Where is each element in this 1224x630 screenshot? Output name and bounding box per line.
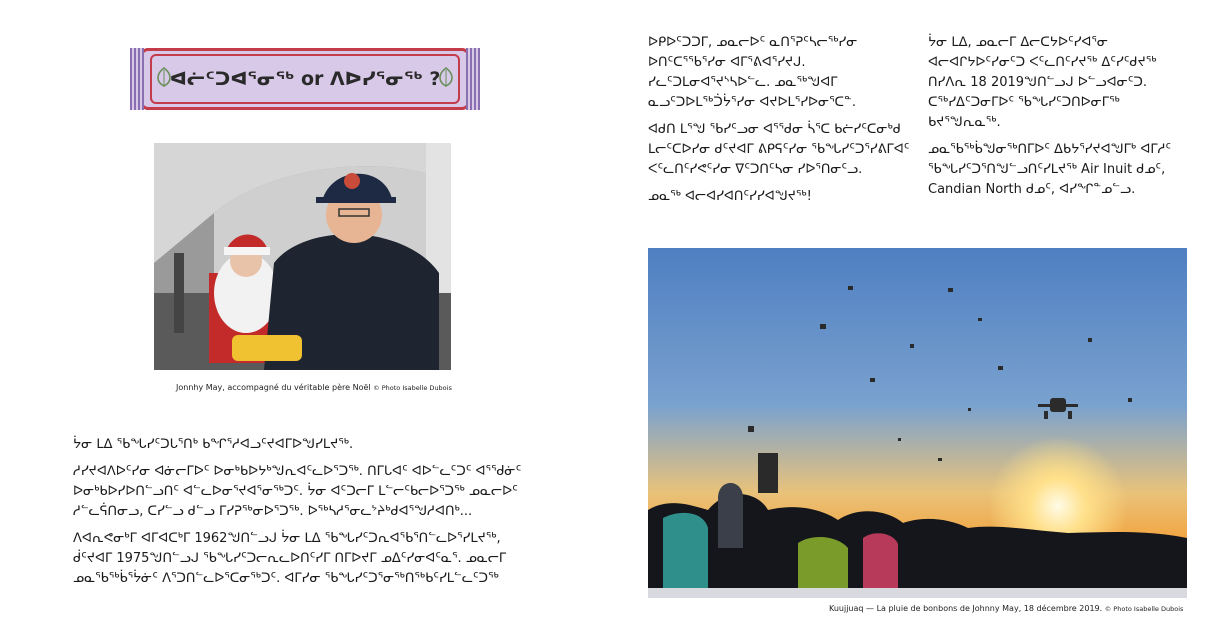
left-paragraph-3: ᐱᐊᕆᕙᓂᒃᒥ ᐊᒥᐊᑕᒃᒥ 1962ᖑᑎᓪᓗᒍ ᔮᓂ ᒪᐃ ᖃᖓᓯᑦᑐᕆᐊᖃᕐᑎᓪᓚᐅᕐᓯᒪᔪᖅ, ᑰᑦᔪᐊᒥ 1975ᖑᑎᓪᓗᒍ ᖃᖓᓯᑦᑐᓕᕆᓚᐅᑎᑦᓯᒥ ᑎᒥᐅᔪᒥ ᓄᐃᑦᓯᓂᐊᑦᓇᕐ. ᓄᓇᓕᒥ ᓄᓇᖃᖅᑳᕐᔮᓃᑦ ᐱᕐᑐᑎᓪᓚᐅᕐᑕᓂᖅᑐᑦ. ᐊᒥᓯᓂ ᖃᖓᓯᑦᑐᕐᓂᖅᑎᖅᑲᑦᓯᒪᓪᓚᑦᑐᖅ (73, 531, 507, 586)
banner-fringe-right (466, 48, 480, 110)
photo1-caption (176, 383, 452, 392)
title-banner (140, 48, 470, 110)
photo1-credit: © Photo Isabelle Dubois (373, 384, 452, 392)
photo2-caption (829, 604, 1183, 613)
left-column (73, 435, 533, 596)
photo1-caption-text: Jonnhy May, accompagné du véritable père Noël (176, 383, 371, 392)
middle-paragraph-3: ᓄᓇᕐᒃ ᐊᓕᐊᓯᐊᑎᑦᓯᓯᐊᖑᔪᖅ! (648, 189, 812, 204)
right-column (928, 33, 1188, 207)
photo-candy-drop (648, 248, 1187, 598)
photo2-caption-text: Kuujjuaq — La pluie de bonbons de Johnny May, 18 décembre 2019. (829, 604, 1103, 613)
left-paragraph-2: ᓱᓯᔪᐊᐱᐅᑦᓯᓂ ᐊᓃᓕᒥᐅᑦ ᐅᓂᒃᑲᐅᔭᒃᖑᕆᐊᑦᓚᐅᕐᑐᖅ. ᑎᒥᒐᐊᑦ ᐊᐅᓪᓚᑦᑐᑦ ᐊᕐᖁᓃᑦ ᐅᓂᒃᑲᐅᓯᐅᑎᓪᓗᑎᑦ ᐊᓪᓚᐅᓂᕐᔪᐊᕐᓂᖅᑐᑦ. ᔮᓂ ᐊᑦᑐᓕᒥ ᒪᓪᓕᑦᑲᓕᐅᕐᑐᖅ ᓄᓇᓕᐅᑦ ᓱᓪᓚᕌᑎᓂᓗ, ᑕᓯᓪᓗ ᑯᓪᓗ ᒥᓯᕈᖅᓂᐅᕐᑐᖅ. ᐅᖅᓴᓱᕐᓂᓚᔾᔨᒃᑯᐊᕐᖑᓱᐊᑎᒃ... (73, 464, 522, 519)
middle-paragraph-1: ᐅᑭᐅᑦᑐᑐᒥ, ᓄᓇᓕᐅᑦ ᓇᑎᕐᕈᑦᓴᓕᖅᓯᓂ ᐅᑎᑦᑕᕐᖃᕐᓯᓂ ᐊᒥᕐᕕᐊᕐᓯᔪᒍ. ᓯᓚᑦᑐᒪᓂᐊᕐᔪᔅᓴᐅᓪᓚ. ᓄᓇᖅᖑᐊᒥ ᓇᓗᑦᑐᐅᒪᖅᑑᔮᕐᓯᓂ ᐊᔪᐅᒪᕐᓯᐅᓂᕐᑕᓐ. (648, 35, 858, 110)
photo2-credit: © Photo Isabelle Dubois (1104, 605, 1184, 613)
page-title: ᐊᓖᑦᑐᐊᕐᓂᖅ or ᐱᐅᓯᕐᓂᖅ ? (169, 68, 441, 90)
leaf-icon (154, 66, 174, 88)
banner-frame (150, 54, 460, 104)
banner-fringe-left (130, 48, 144, 110)
photo-pilot-santa (154, 143, 451, 370)
middle-paragraph-2: ᐊᑯᑎ ᒪᕐᖑ ᖃᓯᑦᓗᓂ ᐊᕐᖁᓂ ᓵᕐᑕ ᑲᓖᓯᑦᑕᓂᒃᑯ ᒪᓕᑦᑕᐅᓯᓂ ᑯᑦᔪᐊᒥ ᕕᑭᕋᑦᓯᓂ ᖃᖓᓯᑦᑐᕐᓯᕕᒥᐊᑦ ᐸᑦᓚᑎᑦᓯᕙᑦᓯᓂ ᐁᑦᑐᑎᑦᓴᓂ ᓯᐅᕐᑎᓂᑦᓗ. (648, 122, 910, 177)
right-paragraph-1: ᔮᓂ ᒪᐃ, ᓄᓇᓕᒥ ᐃᓕᑕᔭᐅᑦᓯᐊᕐᓂ ᐊᓕᐊᒋᔭᐅᑦᓯᓂᑦᑐ ᐸᑦᓚᑎᑦᓯᔪᖅ ᐃᑦᓯᑦᑯᔪᖅ ᑎᓯᐱᕆ 18 2019ᖑᑎᓪᓗᒍ ᐅᓪᓗᐊᓂᑦᑐ. ᑕᖅᓯᐃᑦᑐᓂᒥᐅᑦ ᖃᖓᓯᑦᑐᑎᐅᓂᒥᖅ ᑲᔪᕐᖑᕆᓇᖅ. (928, 35, 1157, 130)
middle-column (648, 33, 913, 214)
left-paragraph-1: ᔮᓂ ᒪᐃ ᖃᖓᓯᑦᑐᒐᕐᑎᒃ ᑲᖏᕐᓱᐊᓗᑦᔪᐊᒥᐅᖑᓯᒪᔪᖅ. (73, 437, 354, 452)
right-paragraph-2: ᓄᓇᖃᖅᑳᖑᓂᖅᑎᒥᐅᑦ ᐃᑲᔭᕐᓯᔪᐊᖑᒥᒃ ᐊᒥᓱᑦ ᖃᖓᓯᑦᑐᕐᑎᖑᓪᓗᑎᑦᓯᒪᔪᖅ Air Inuit ᑯᓄᑦ, Candian North ᑯᓄᑦ, ᐊᓯᖏᓐᓄᓪᓗ. (928, 142, 1172, 197)
leaf-icon (436, 66, 456, 88)
